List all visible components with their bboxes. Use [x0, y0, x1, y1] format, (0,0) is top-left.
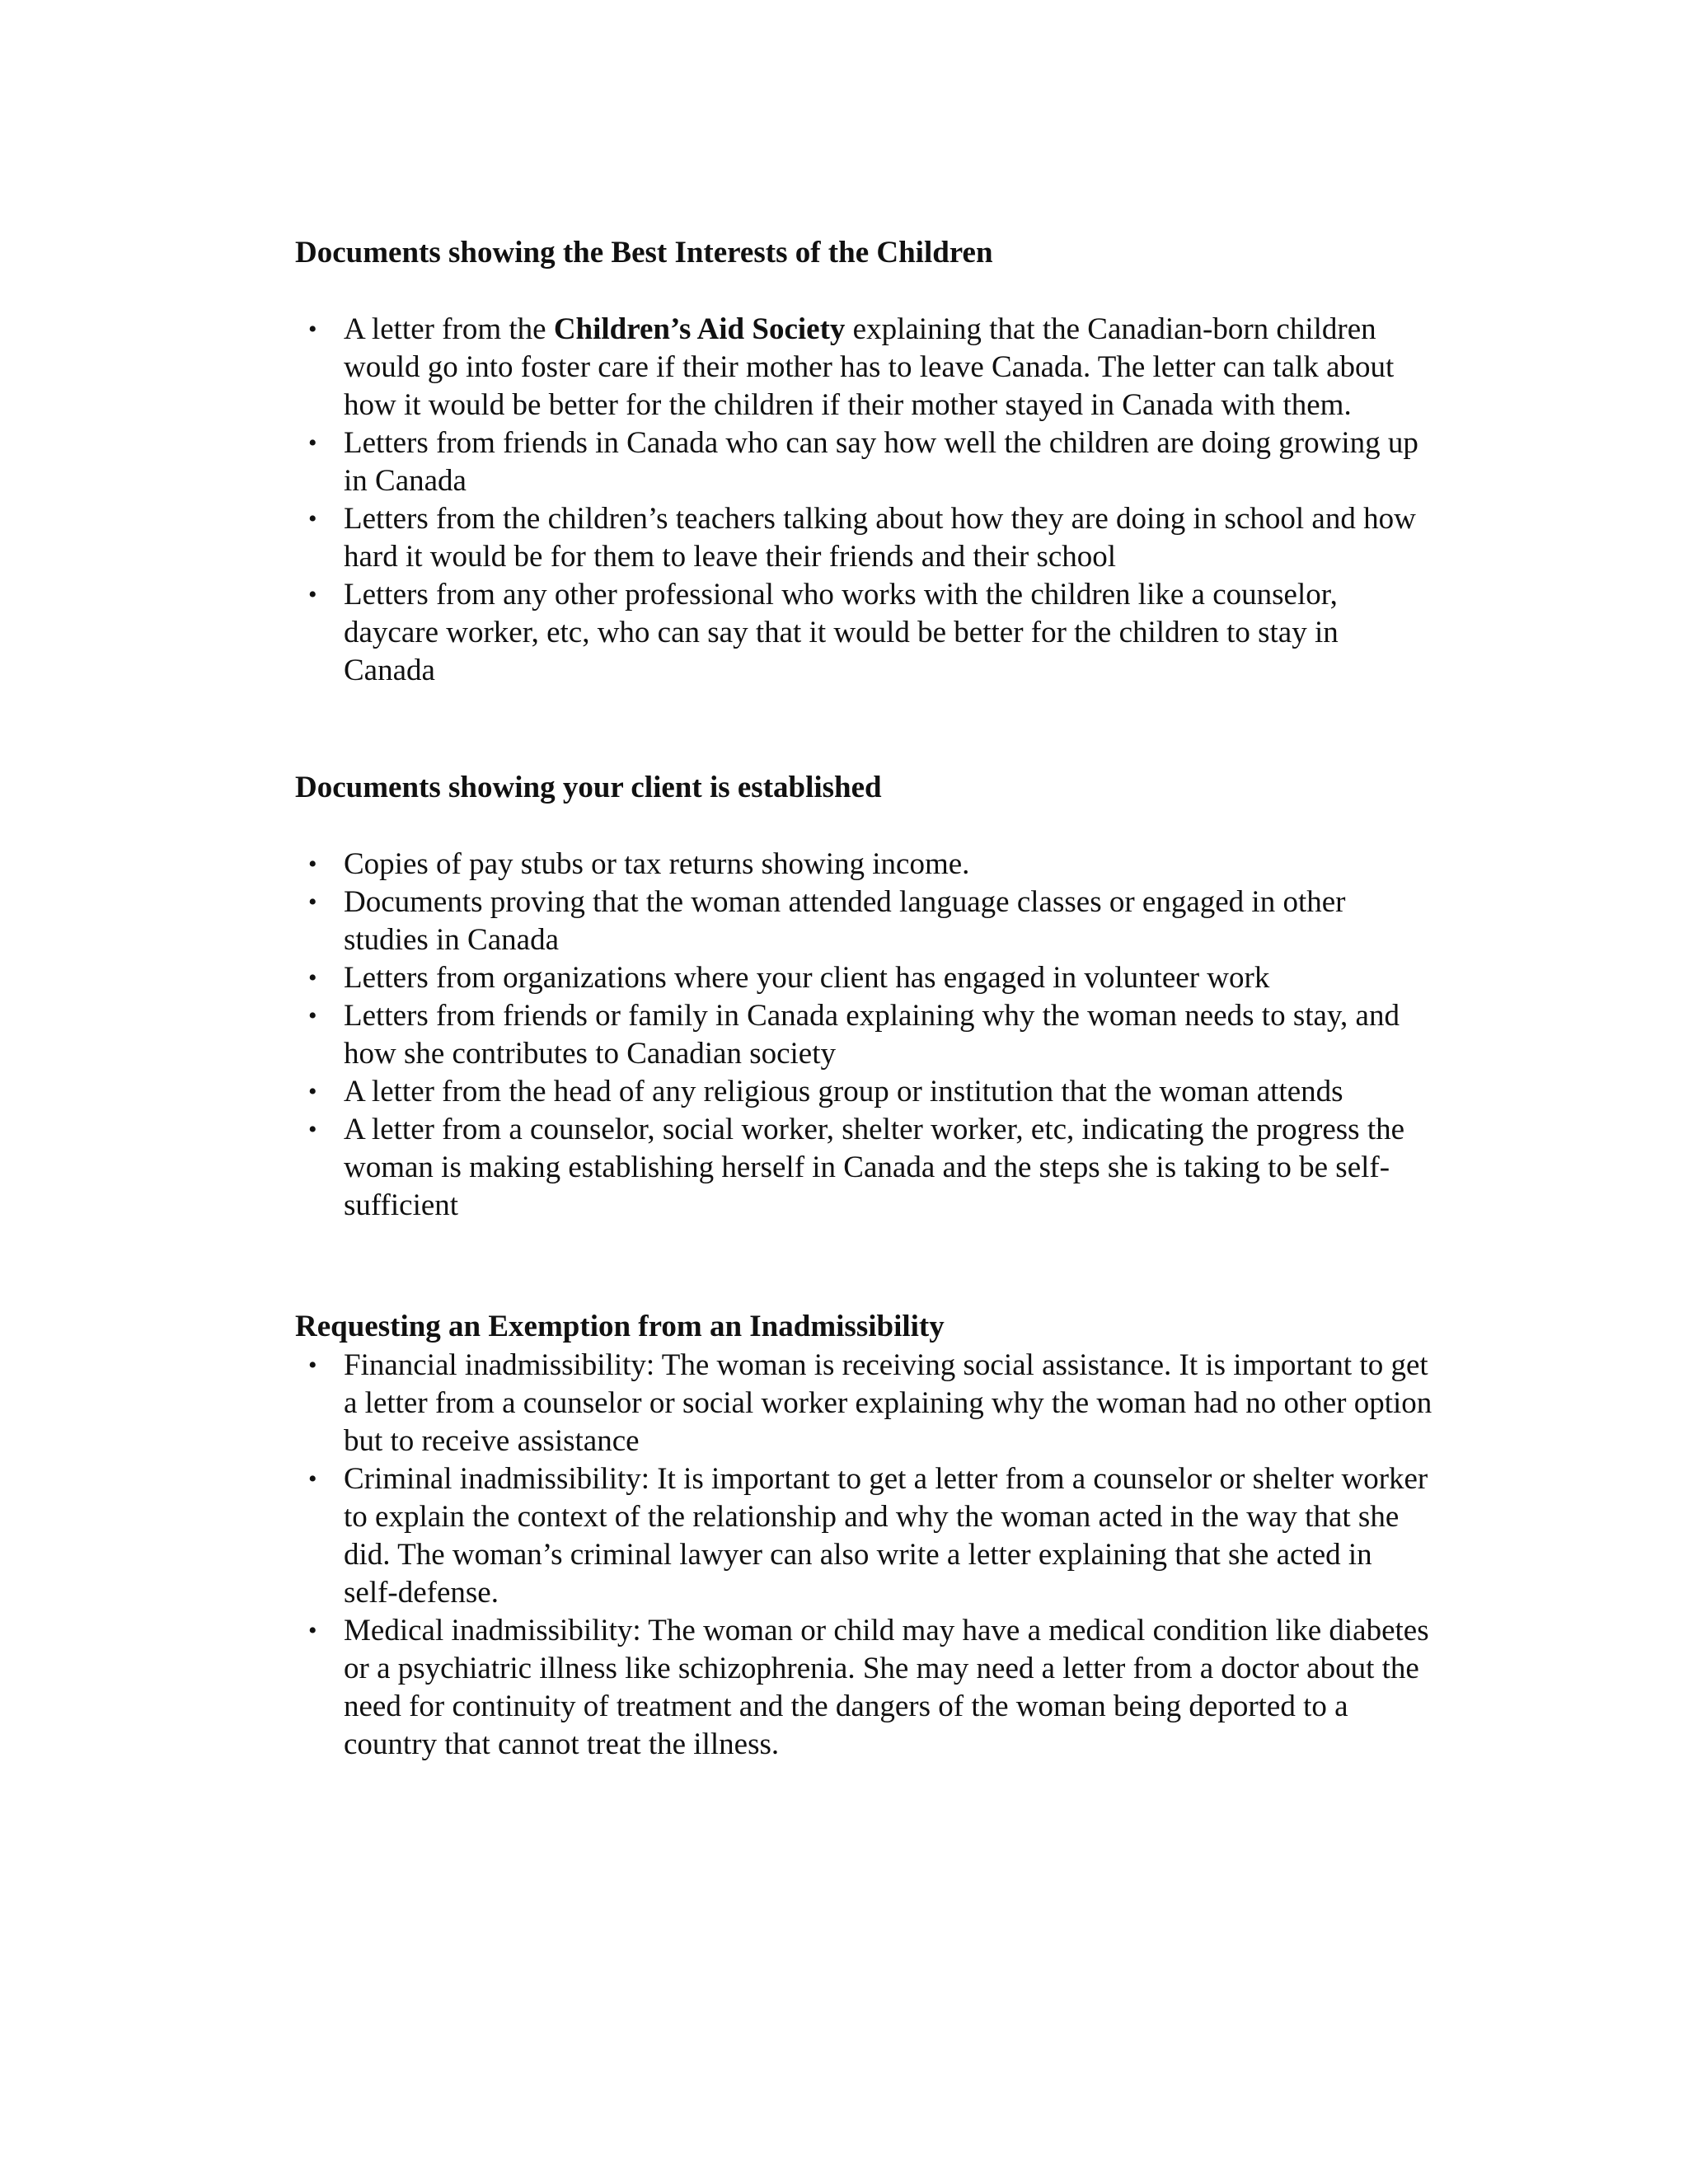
list-item: • Letters from the children’s teachers talking about how they are doing in school and how hard it would be for them to leave their friends and their school — [308, 502, 1416, 574]
bullet-icon: • — [308, 1002, 317, 1029]
bullet-icon: • — [308, 1352, 317, 1379]
list-item: • A letter from the Children’s Aid Society explaining that the Canadian-born children would go into foster care if their mother has to leave Canada. The letter can talk about how it would be better for the children if their mother stayed in Canada with them. — [308, 312, 1395, 422]
section-heading-inadmissibility: Requesting an Exemption from an Inadmissibility — [295, 1310, 945, 1343]
organization-name: Children’s Aid Society — [553, 312, 846, 346]
list-item: • Documents proving that the woman attended language classes or engaged in other studies in Canada — [308, 885, 1346, 957]
list-item: • Criminal inadmissibility: It is important to get a letter from a counselor or shelter worker to explain the context of the relationship and why the woman acted in the way that she did. The woman’s criminal lawyer can also write a letter explaining that she acted in self-defense. — [308, 1462, 1428, 1610]
list-item: • Copies of pay stubs or tax returns showing income. — [295, 846, 1432, 883]
bullet-icon: • — [308, 1617, 317, 1644]
bullet-icon: • — [308, 429, 317, 457]
bullet-icon: • — [308, 505, 317, 532]
list-item: • A letter from a counselor, social worker, shelter worker, etc, indicating the progress the woman is making establishing herself in Canada and the steps she is taking to be self-sufficient — [308, 1113, 1405, 1222]
best-interests-list — [295, 311, 1432, 690]
bullet-icon: • — [308, 851, 317, 878]
list-item: • Letters from friends or family in Canada explaining why the woman needs to stay, and how she contributes to Canadian society — [308, 999, 1400, 1071]
bullet-icon: • — [308, 1116, 317, 1143]
bullet-icon: • — [308, 581, 317, 608]
bullet-icon: • — [308, 888, 317, 916]
bullet-icon: • — [308, 964, 317, 991]
section-heading-best-interests: Documents showing the Best Interests of the Children — [295, 236, 993, 269]
section-heading-established: Documents showing your client is established — [295, 771, 882, 804]
bullet-icon: • — [308, 316, 317, 343]
list-item: • Financial inadmissibility: The woman is receiving social assistance. It is important to get a letter from a counselor or social worker explaining why the woman had no other option but to receive assistance — [308, 1348, 1432, 1458]
bullet-icon: • — [308, 1078, 317, 1105]
list-item: • Letters from friends in Canada who can say how well the children are doing growing up in Canada — [308, 426, 1418, 498]
list-item: • Medical inadmissibility: The woman or child may have a medical condition like diabetes or a psychiatric illness like schizophrenia. She may need a letter from a doctor about the need for continuity of treatment and the dangers of the woman being deported to a country that cannot treat the illness. — [308, 1614, 1429, 1761]
bullet-icon: • — [308, 1465, 317, 1493]
established-list — [295, 846, 1432, 1225]
list-item: • Letters from organizations where your client has engaged in volunteer work — [295, 959, 1432, 997]
list-item: • A letter from the head of any religious group or institution that the woman attends — [295, 1073, 1432, 1111]
inadmissibility-list — [295, 1347, 1432, 1764]
list-item: • Letters from any other professional who works with the children like a counselor, daycare worker, etc, who can say that it would be better for the children to stay in Canada — [308, 578, 1339, 687]
